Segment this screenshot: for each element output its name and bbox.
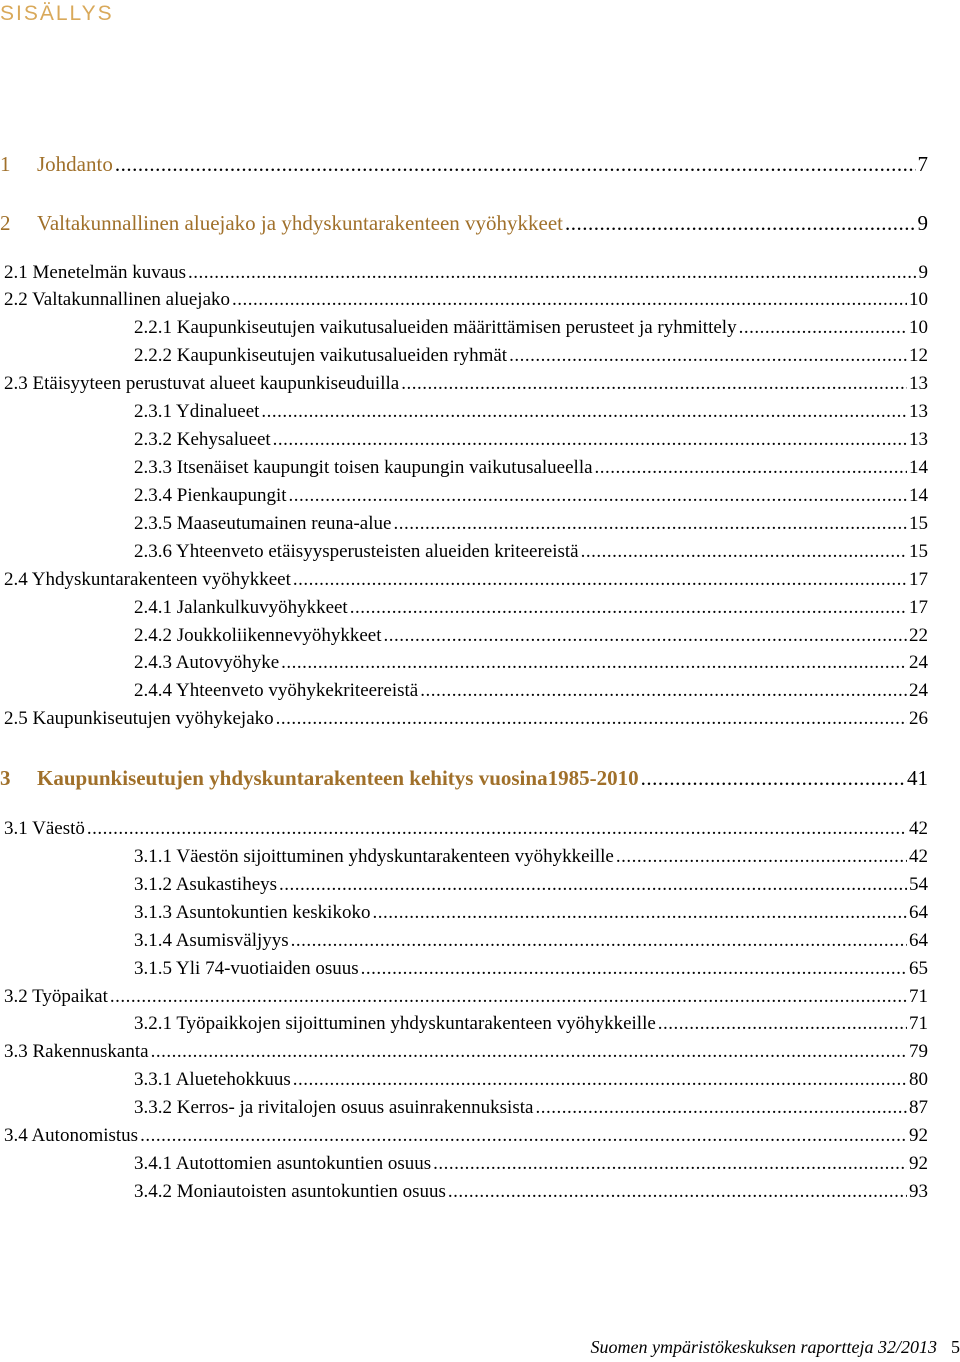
- toc-entry-title: 1 Johdanto: [0, 152, 113, 176]
- toc-entry-title: 3.3.1 Aluetehokkuus: [134, 1069, 291, 1090]
- toc-chapter-2[interactable]: [0, 211, 928, 237]
- toc-entry-title: 3.1.1 Väestön sijoittuminen yhdyskuntarakenteen vyöhykkeille: [134, 846, 614, 867]
- toc-page-number: 10: [909, 317, 928, 338]
- toc-chapter-1[interactable]: [0, 152, 928, 178]
- toc-subsection[interactable]: [134, 457, 928, 483]
- dot-leader: [393, 513, 907, 535]
- dot-leader: [509, 345, 907, 367]
- dot-leader: [581, 541, 907, 563]
- toc-entry-title: 2.1 Menetelmän kuvaus: [4, 262, 187, 283]
- toc-subsection[interactable]: [134, 958, 928, 984]
- toc-entry-title: 2.3.3 Itsenäiset kaupungit toisen kaupungin vaikutusalueella: [134, 457, 593, 478]
- toc-chapter-3[interactable]: [0, 766, 928, 792]
- toc-page-number: 41: [907, 766, 928, 790]
- dot-leader: [401, 373, 907, 395]
- toc-page-number: 14: [909, 485, 928, 506]
- dot-leader: [115, 152, 916, 177]
- toc-page-number: 26: [909, 708, 928, 729]
- dot-leader: [448, 1181, 907, 1203]
- dot-leader: [110, 986, 907, 1008]
- toc-page-number: 22: [909, 625, 928, 646]
- dot-leader: [420, 680, 907, 702]
- dot-leader: [291, 930, 907, 952]
- toc-entry-title: 3.2 Työpaikat: [4, 986, 108, 1007]
- toc-page-number: 7: [917, 152, 928, 176]
- toc-page-number: 17: [909, 597, 928, 618]
- toc-page-number: 13: [909, 429, 928, 450]
- toc-page-number: 24: [909, 652, 928, 673]
- dot-leader: [616, 846, 907, 868]
- toc-entry-title: 3.1.3 Asuntokuntien keskikoko: [134, 902, 371, 923]
- dot-leader: [276, 708, 907, 730]
- toc-page-number: 42: [909, 846, 928, 867]
- toc-entry-title: 2.5 Kaupunkiseutujen vyöhykejako: [4, 708, 274, 729]
- toc-subsection[interactable]: [134, 874, 928, 900]
- dot-leader: [565, 211, 916, 236]
- dot-leader: [535, 1097, 907, 1119]
- toc-entry-title: 2.4.2 Joukkoliikennevyöhykkeet: [134, 625, 382, 646]
- dot-leader: [140, 1125, 907, 1147]
- toc-entry-title: 3.2.1 Työpaikkojen sijoittuminen yhdyskuntarakenteen vyöhykkeille: [134, 1013, 656, 1034]
- toc-subsection[interactable]: [134, 680, 928, 706]
- toc-page-number: 9: [918, 262, 928, 283]
- toc-page-number: 54: [909, 874, 928, 895]
- dot-leader: [350, 597, 907, 619]
- toc-entry-title: 3 Kaupunkiseutujen yhdyskuntarakenteen kehitys vuosina1985-2010: [0, 766, 639, 790]
- toc-subsection[interactable]: [134, 846, 928, 872]
- dot-leader: [641, 766, 905, 791]
- toc-subsection[interactable]: [134, 625, 928, 651]
- toc-subsection[interactable]: [134, 652, 928, 678]
- toc-subsection[interactable]: [134, 1069, 928, 1095]
- dot-leader: [151, 1041, 907, 1063]
- toc-entry-title: 2.3.6 Yhteenveto etäisyysperusteisten alueiden kriteereistä: [134, 541, 579, 562]
- toc-entry-title: 2.3 Etäisyyteen perustuvat alueet kaupunkiseuduilla: [4, 373, 400, 394]
- toc-entry-title: 2.2.1 Kaupunkiseutujen vaikutusalueiden määrittämisen perusteet ja ryhmittely: [134, 317, 737, 338]
- toc-subsection[interactable]: [134, 485, 928, 511]
- toc-page-number: 92: [909, 1125, 928, 1146]
- toc-section[interactable]: [4, 708, 928, 734]
- toc-subsection[interactable]: [134, 345, 928, 371]
- toc-page-number: 64: [909, 902, 928, 923]
- toc-entry-title: 2.4.4 Yhteenveto vyöhykekriteereistä: [134, 680, 419, 701]
- toc-entry-title: 2.4.3 Autovyöhyke: [134, 652, 280, 673]
- toc-subsection[interactable]: [134, 597, 928, 623]
- dot-leader: [433, 1153, 907, 1175]
- chapter-number: 2: [0, 211, 11, 235]
- dot-leader: [281, 652, 907, 674]
- toc-entry-title: 3.1.5 Yli 74-vuotiaiden osuus: [134, 958, 359, 979]
- toc-page-number: 15: [909, 513, 928, 534]
- dot-leader: [279, 874, 907, 896]
- toc-page-number: 10: [909, 289, 928, 310]
- toc-entry-title: 3.4 Autonomistus: [4, 1125, 139, 1146]
- toc-entry-title: 2.3.4 Pienkaupungit: [134, 485, 287, 506]
- toc-subsection[interactable]: [134, 902, 928, 928]
- toc-page-number: 79: [909, 1041, 928, 1062]
- toc-section[interactable]: [4, 818, 928, 844]
- toc-entry-title: 3.4.1 Autottomien asuntokuntien osuus: [134, 1153, 432, 1174]
- page-footer: [591, 1337, 960, 1358]
- toc-entry-title: 2.3.1 Ydinalueet: [134, 401, 260, 422]
- dot-leader: [739, 317, 907, 339]
- dot-leader: [361, 958, 907, 980]
- toc-section[interactable]: [4, 373, 928, 399]
- toc-page-number: 64: [909, 930, 928, 951]
- toc-page-number: 65: [909, 958, 928, 979]
- toc-entry-title: 2.2 Valtakunnallinen aluejako: [4, 289, 231, 310]
- toc-page-number: 24: [909, 680, 928, 701]
- dot-leader: [261, 401, 907, 423]
- toc-page-number: 14: [909, 457, 928, 478]
- dot-leader: [595, 457, 907, 479]
- toc-entry-title: 2.3.2 Kehysalueet: [134, 429, 271, 450]
- toc-entry-title: 2.3.5 Maaseutumainen reuna-alue: [134, 513, 392, 534]
- toc-subsection[interactable]: [134, 1153, 928, 1179]
- dot-leader: [289, 485, 907, 507]
- dot-leader: [372, 902, 907, 924]
- toc-page-number: 87: [909, 1097, 928, 1118]
- toc-entry-title: 3.3 Rakennuskanta: [4, 1041, 149, 1062]
- toc-page-number: 12: [909, 345, 928, 366]
- toc-entry-title: 3.1.2 Asukastiheys: [134, 874, 278, 895]
- toc-subsection[interactable]: [134, 1181, 928, 1207]
- dot-leader: [232, 289, 907, 311]
- toc-section[interactable]: [4, 289, 928, 315]
- toc-subsection[interactable]: [134, 541, 928, 567]
- toc-entry-title: 2.2.2 Kaupunkiseutujen vaikutusalueiden ryhmät: [134, 345, 508, 366]
- toc-subsection[interactable]: [134, 1097, 928, 1123]
- dot-leader: [384, 625, 908, 647]
- chapter-number: 1: [0, 152, 11, 176]
- toc-page-number: 13: [909, 401, 928, 422]
- toc-section[interactable]: [4, 569, 928, 595]
- dot-leader: [293, 569, 907, 591]
- toc-section[interactable]: [4, 986, 928, 1012]
- toc-page-number: 71: [909, 986, 928, 1007]
- toc-section[interactable]: [4, 262, 928, 288]
- toc-subsection[interactable]: [134, 317, 928, 343]
- toc-page-number: 15: [909, 541, 928, 562]
- toc-page-number: 71: [909, 1013, 928, 1034]
- toc-page-number: 92: [909, 1153, 928, 1174]
- toc-subsection[interactable]: [134, 429, 928, 455]
- toc-page-number: 13: [909, 373, 928, 394]
- toc-section[interactable]: [4, 1125, 928, 1151]
- dot-leader: [87, 818, 907, 840]
- report-series: Suomen ympäristökeskuksen raportteja 32/2013: [590, 1337, 937, 1357]
- toc-page-number: 42: [909, 818, 928, 839]
- toc-entry-title: 2.4 Yhdyskuntarakenteen vyöhykkeet: [4, 569, 291, 590]
- toc-section[interactable]: [4, 1041, 928, 1067]
- chapter-number: 3: [0, 766, 11, 790]
- page-number: 5: [951, 1337, 960, 1357]
- toc-page-number: 80: [909, 1069, 928, 1090]
- toc-entry-title: 3.1.4 Asumisväljyys: [134, 930, 289, 951]
- toc-subsection[interactable]: [134, 401, 928, 427]
- toc-subsection[interactable]: [134, 930, 928, 956]
- toc-entry-title: 2 Valtakunnallinen aluejako ja yhdyskuntarakenteen vyöhykkeet: [0, 211, 563, 235]
- toc-page-number: 9: [917, 211, 928, 235]
- toc-entry-title: 3.3.2 Kerros- ja rivitalojen osuus asuinrakennuksista: [134, 1097, 534, 1118]
- toc-entry-title: 3.1 Väestö: [4, 818, 85, 839]
- toc-subsection[interactable]: [134, 1013, 928, 1039]
- toc-page-number: 93: [909, 1181, 928, 1202]
- toc-entry-title: 3.4.2 Moniautoisten asuntokuntien osuus: [134, 1181, 446, 1202]
- toc-subsection[interactable]: [134, 513, 928, 539]
- dot-leader: [273, 429, 907, 451]
- dot-leader: [188, 262, 916, 284]
- toc-entry-title: 2.4.1 Jalankulkuvyöhykkeet: [134, 597, 348, 618]
- page-heading: SISÄLLYS: [0, 2, 114, 25]
- toc-page-number: 17: [909, 569, 928, 590]
- dot-leader: [293, 1069, 907, 1091]
- dot-leader: [658, 1013, 907, 1035]
